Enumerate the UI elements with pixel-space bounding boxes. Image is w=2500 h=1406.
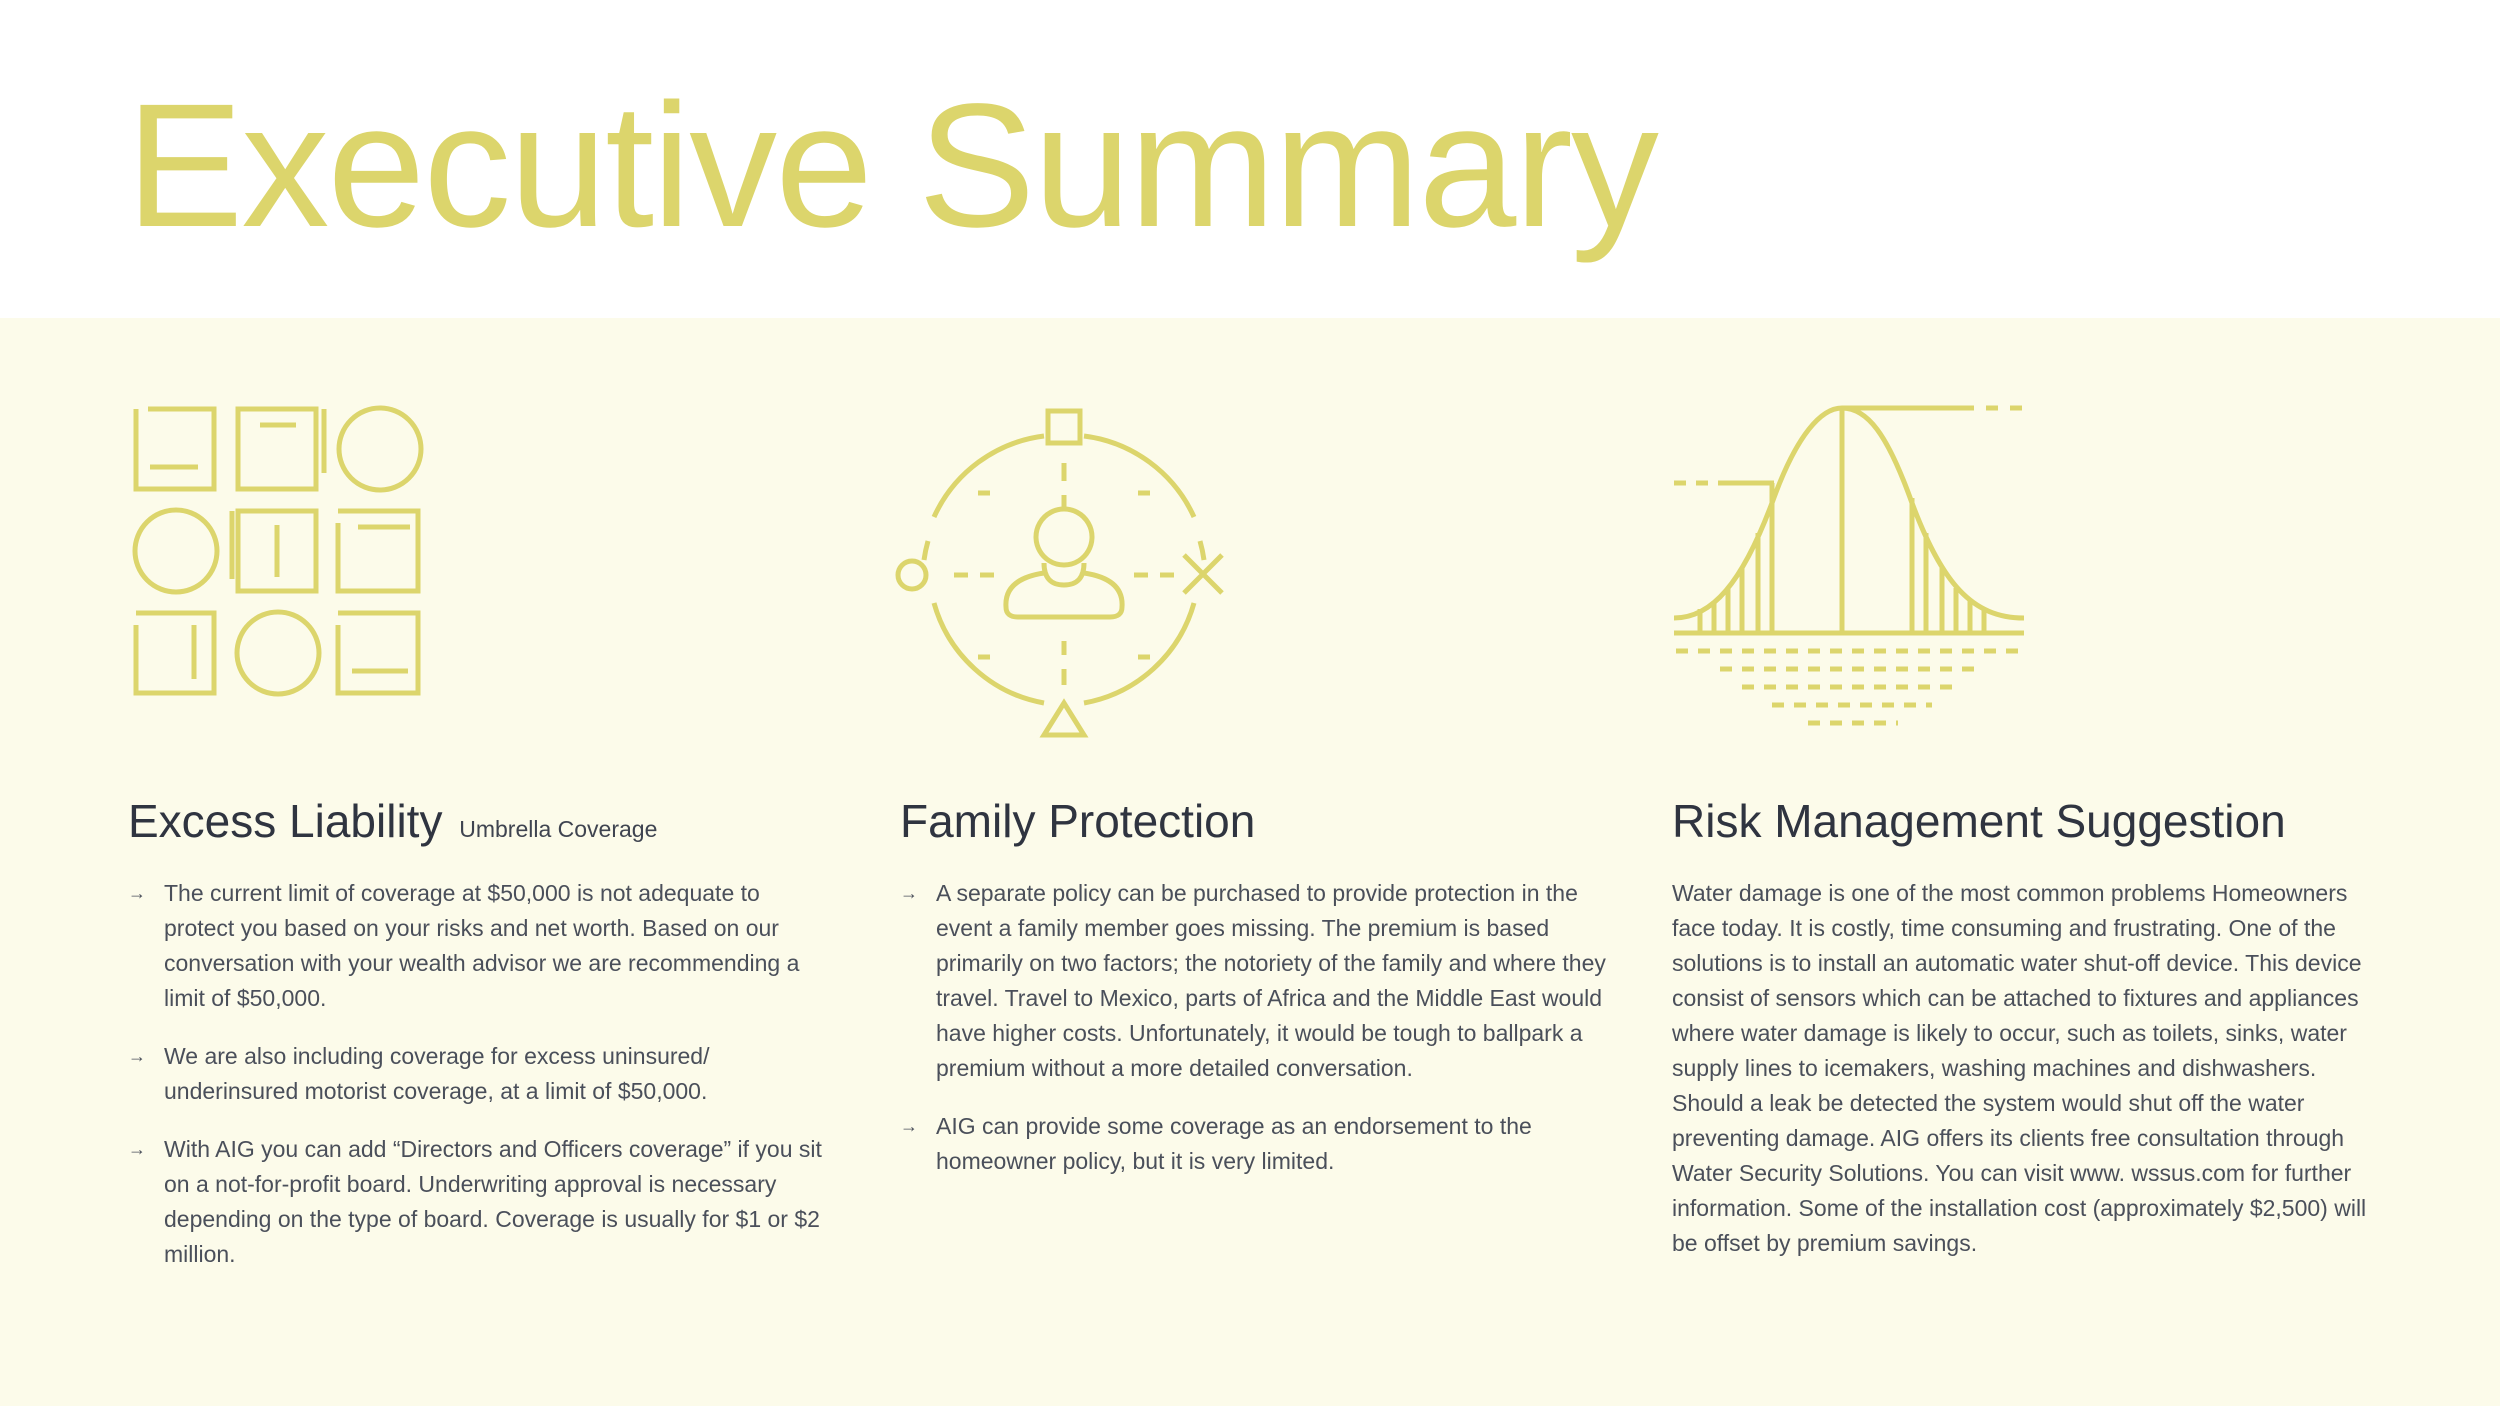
- page-title: Executive Summary: [126, 68, 1657, 264]
- list-item: → AIG can provide some coverage as an endorsement to the homeowner policy, but it is very limited.: [900, 1109, 1620, 1179]
- section-paragraph: Water damage is one of the most common problems Homeowners face today. It is costly, time consuming and frustrating. One of the solutions is to install an automatic water shut-off device. This device consist of sensors which can be attached to fixtures and appliances where water damage is likely to occur, such as toilets, sinks, water supply lines to icemakers, washing machines and dishwashers. Should a leak be detected the system would shut off the water preventing damage. AIG offers its clients free consultation through Water Security Solutions. You can visit www. wssus.com for further information. Some of the installation cost (approximately $2,500) will be offset by premium savings.: [1672, 880, 2367, 1256]
- section-heading: Family Protection: [900, 795, 1256, 847]
- section-heading: Excess Liability Umbrella Coverage: [128, 795, 658, 847]
- list-item: → The current limit of coverage at $50,000 is not adequate to protect you based on your risks and net worth. Based on our conversation with your wealth advisor we are recommending a limit of $50,000.: [128, 876, 828, 1016]
- list-item: → With AIG you can add “Directors and Officers coverage” if you sit on a not-for-profit board. Underwriting approval is necessary depending on the type of board. Coverage is usually for $1 or $2 million.: [128, 1132, 828, 1272]
- arrow-right-icon: →: [900, 883, 918, 903]
- shapes-grid-icon: [128, 403, 438, 708]
- bullet-list: [128, 876, 828, 1295]
- list-item: → We are also including coverage for excess uninsured/ underinsured motorist coverage, at a limit of $50,000.: [128, 1039, 828, 1109]
- person-target-icon: [894, 403, 1234, 748]
- arrow-right-icon: →: [128, 883, 146, 903]
- summary-panel: [0, 318, 2500, 1406]
- bullet-list: [900, 876, 1620, 1202]
- arrow-right-icon: →: [900, 1116, 918, 1136]
- arrow-right-icon: →: [128, 1046, 146, 1066]
- section-subheading: Umbrella Coverage: [459, 816, 658, 842]
- bell-curve-icon: [1672, 403, 2032, 748]
- arrow-right-icon: →: [128, 1139, 146, 1159]
- section-heading: Risk Management Suggestion: [1672, 795, 2286, 847]
- list-item: → A separate policy can be purchased to provide protection in the event a family member goes missing. The premium is based primarily on two factors; the notoriety of the family and where they travel. Travel to Mexico, parts of Africa and the Middle East would have higher costs. Unfortunately, it would be tough to ballpark a premium without a more detailed conversation.: [900, 876, 1620, 1086]
